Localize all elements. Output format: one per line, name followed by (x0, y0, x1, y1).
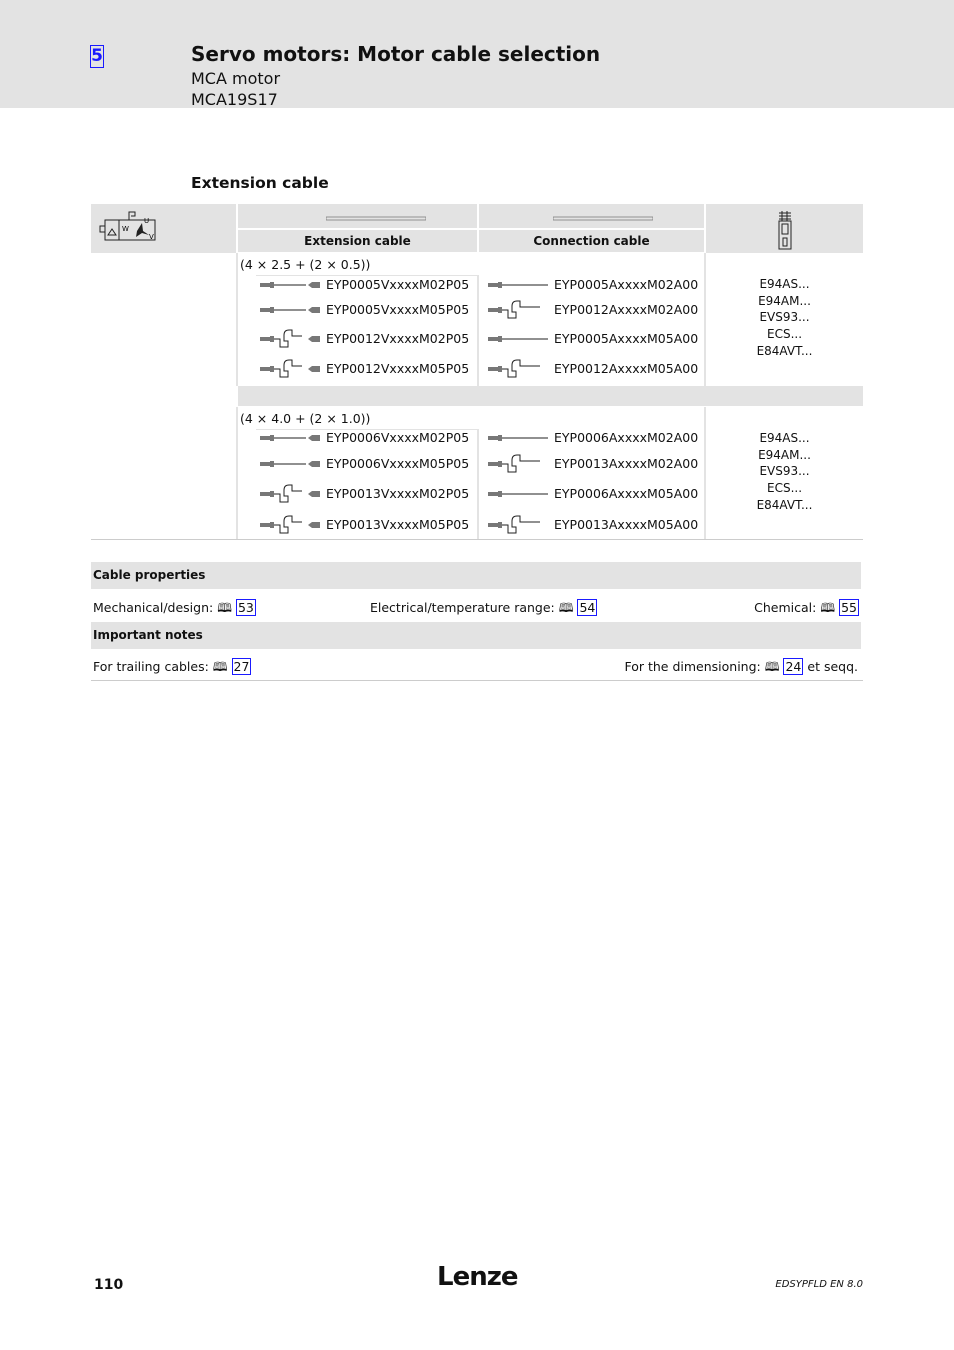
group-separator (238, 386, 863, 406)
chemical-label: Chemical: (754, 600, 817, 615)
straight-connector-cable-icon (260, 426, 320, 450)
controller-type: E94AS... (759, 431, 810, 445)
extension-cable-icon-cell (238, 204, 477, 228)
connection-cable-row (488, 357, 548, 385)
notes-divider (91, 680, 863, 681)
controller-type: E94AM... (758, 293, 811, 308)
extension-cable-row (260, 513, 320, 541)
straight-connector-cable-icon (488, 327, 548, 351)
connection-cable-header: Connection cable (479, 230, 704, 252)
angled-connector-cable-icon (488, 357, 548, 381)
connection-cable-row (488, 482, 548, 510)
connection-cable-row (488, 513, 548, 541)
extension-part-number: EYP0012VxxxxM02P05 (326, 331, 470, 346)
cable-properties-heading: Cable properties (91, 562, 861, 589)
connection-cable-icon-cell (479, 204, 704, 228)
straight-connector-cable-icon (488, 482, 548, 506)
mechanical-ref (93, 599, 256, 620)
straight-connector-cable-icon (488, 426, 548, 450)
extension-cable-row (260, 273, 320, 301)
connection-cable-row (488, 426, 548, 454)
extension-cable-row (260, 482, 320, 510)
mechanical-label: Mechanical/design: (93, 600, 214, 615)
connection-part-number: EYP0012AxxxxM02A00 (554, 302, 699, 317)
subtitle-motor: MCA motor (191, 69, 281, 88)
controller-icon (777, 211, 793, 251)
svg-text:U: U (144, 217, 150, 225)
connection-part-number: EYP0013AxxxxM05A00 (554, 517, 699, 532)
connection-cable-row (488, 327, 548, 355)
connection-cable-row (488, 273, 548, 301)
svg-text:W: W (122, 225, 129, 233)
extension-part-number: EYP0005VxxxxM05P05 (326, 302, 470, 317)
svg-text:V: V (149, 233, 154, 241)
document-id: EDSYPFLD EN 8.0 (775, 1279, 863, 1290)
extension-part-number: EYP0006VxxxxM05P05 (326, 456, 470, 471)
cross-section-label: (4 × 4.0 + (2 × 1.0)) (240, 411, 371, 426)
controller-type: EVS93... (759, 464, 810, 479)
controller-type: E94AS... (759, 277, 810, 291)
angled-connector-cable-icon (488, 513, 548, 537)
straight-connector-cable-icon (260, 298, 320, 322)
controller-type: E94AM... (758, 447, 811, 462)
chapter-link[interactable]: 5 (91, 46, 103, 66)
angled-connector-cable-icon (260, 513, 320, 537)
connection-cable-row (488, 298, 548, 326)
dimensioning-suffix: et seqq. (807, 659, 858, 674)
extension-cable-row (260, 426, 320, 454)
subtitle-model: MCA19S17 (191, 90, 278, 109)
angled-connector-cable-icon (260, 357, 320, 381)
electrical-label: Electrical/temperature range: (370, 600, 555, 615)
extension-part-number: EYP0013VxxxxM05P05 (326, 517, 470, 532)
cable-icon (326, 215, 426, 221)
straight-connector-cable-icon (260, 452, 320, 476)
motor-icon (99, 211, 159, 245)
motor-header-cell (91, 204, 236, 253)
extension-part-number: EYP0012VxxxxM05P05 (326, 361, 470, 376)
connection-part-number: EYP0005AxxxxM02A00 (554, 277, 699, 292)
page-number: 110 (94, 1277, 124, 1293)
cross-section-label: (4 × 2.5 + (2 × 0.5)) (240, 257, 371, 272)
controller-type: ECS... (766, 327, 803, 342)
book-icon: 🕮 (212, 659, 228, 674)
angled-connector-cable-icon (488, 298, 548, 322)
connection-part-number: EYP0005AxxxxM05A00 (554, 331, 699, 346)
extension-part-number: EYP0006VxxxxM02P05 (326, 430, 470, 445)
controller-type: EVS93... (759, 310, 810, 325)
angled-connector-cable-icon (260, 327, 320, 351)
angled-connector-cable-icon (260, 482, 320, 506)
extension-cable-header: Extension cable (238, 230, 477, 252)
book-icon: 🕮 (558, 600, 574, 615)
angled-connector-cable-icon (488, 452, 548, 476)
page-link[interactable]: 54 (579, 600, 596, 615)
trailing-label: For trailing cables: (93, 659, 209, 674)
controller-header-cell (706, 204, 863, 253)
straight-connector-cable-icon (260, 273, 320, 297)
connection-cable-row (488, 452, 548, 480)
controller-type: ECS... (766, 481, 803, 496)
connection-part-number: EYP0006AxxxxM05A00 (554, 486, 699, 501)
connection-part-number: EYP0006AxxxxM02A00 (554, 430, 699, 445)
controller-type: E84AVT... (756, 497, 813, 512)
extension-cable-row (260, 298, 320, 326)
chemical-ref (754, 599, 859, 620)
extension-cable-row (260, 357, 320, 385)
connection-part-number: EYP0013AxxxxM02A00 (554, 456, 699, 471)
page-title: Servo motors: Motor cable selection (191, 42, 601, 66)
dimensioning-label: For the dimensioning: (624, 659, 761, 674)
book-icon: 🕮 (820, 600, 836, 615)
extension-cable-row (260, 327, 320, 355)
page-link[interactable]: 55 (841, 600, 857, 615)
extension-cable-row (260, 452, 320, 480)
cable-icon (553, 215, 653, 221)
lenze-logo: Lenze (437, 1262, 518, 1292)
connection-part-number: EYP0012AxxxxM05A00 (554, 361, 699, 376)
book-icon: 🕮 (217, 600, 232, 615)
extension-part-number: EYP0013VxxxxM02P05 (326, 486, 470, 501)
dimensioning-ref (624, 658, 858, 679)
electrical-ref (370, 599, 597, 620)
page-link[interactable]: 27 (233, 659, 250, 674)
page-link[interactable]: 24 (785, 659, 802, 674)
book-icon: 🕮 (764, 659, 780, 674)
table-divider (91, 539, 863, 540)
controller-type: E84AVT... (756, 343, 813, 358)
trailing-ref (93, 658, 251, 679)
straight-connector-cable-icon (488, 273, 548, 297)
important-notes-heading: Important notes (91, 622, 861, 649)
extension-part-number: EYP0005VxxxxM02P05 (326, 277, 470, 292)
section-title: Extension cable (191, 174, 329, 192)
page-link[interactable]: 53 (237, 600, 254, 615)
